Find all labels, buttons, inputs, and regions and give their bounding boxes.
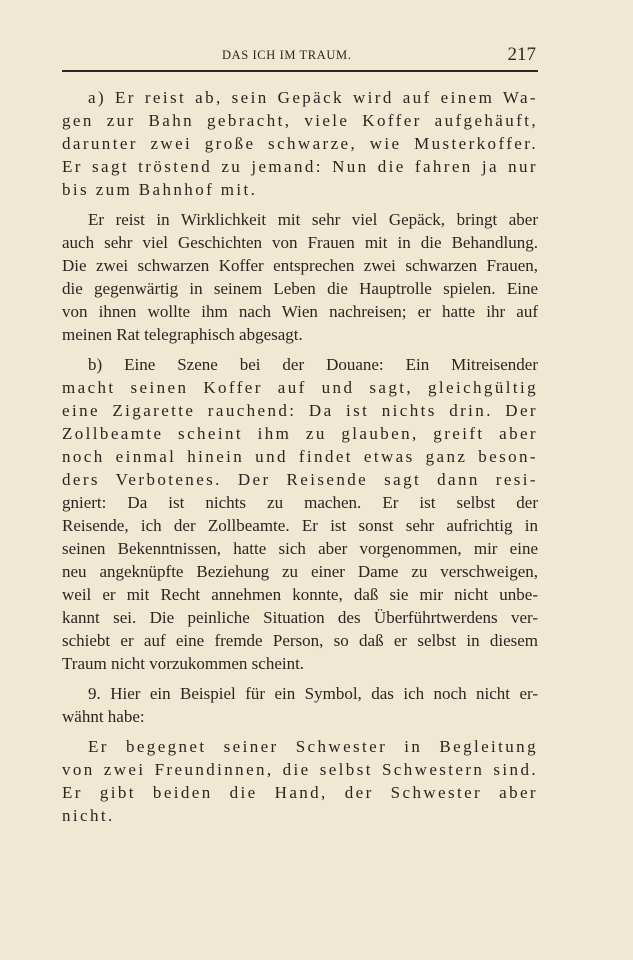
paragraph-gap [62, 346, 538, 353]
text-line: Traum nicht vorzukommen scheint. [62, 654, 305, 673]
text-line: noch einmal hinein und findet etwas ganz beson- [62, 447, 538, 466]
paragraph-gap [62, 675, 538, 682]
text-line: Reisende, ich der Zollbeamte. Er ist sonst sehr aufrichtig in [62, 516, 538, 535]
text-line: darunter zwei große schwarze, wie Musterkoffer. [62, 134, 538, 153]
text-line: seinen Bekenntnissen, hatte sich aber vorgenommen, mir eine [62, 539, 538, 558]
page-number: 217 [507, 44, 536, 65]
text-line: Zollbeamte scheint ihm zu glauben, greift aber [62, 424, 538, 443]
text-line: neu angeknüpfte Beziehung zu einer Dame zu verschweigen, [62, 562, 538, 581]
text-line: Er sagt tröstend zu jemand: Nun die fahren ja nur [62, 157, 538, 176]
page-body [62, 86, 538, 827]
text-line: weil er mit Recht annehmen konnte, daß sie mir nicht unbe- [62, 585, 538, 604]
text-line: Die zwei schwarzen Koffer entsprechen zwei schwarzen Frauen, [62, 256, 538, 275]
text-line: bis zum Bahnhof mit. [62, 180, 258, 199]
text-line: gniert: Da ist nichts zu machen. Er ist selbst der [62, 493, 538, 512]
text-line: Er reist in Wirklichkeit mit sehr viel Gepäck, bringt aber [88, 210, 538, 229]
paragraph-gap [62, 201, 538, 208]
text-line: von ihnen wollte ihm nach Wien nachreisen; er hatte ihr auf [62, 302, 538, 321]
text-line: gen zur Bahn gebracht, viele Koffer aufgehäuft, [62, 111, 538, 130]
page-header [62, 44, 538, 70]
text-line: ders Verbotenes. Der Reisende sagt dann resi- [62, 470, 538, 489]
paragraph-gap [62, 728, 538, 735]
text-line: auch sehr viel Geschichten von Frauen mit in die Behandlung. [62, 233, 538, 252]
text-line: a) Er reist ab, sein Gepäck wird auf einem Wa- [88, 88, 538, 107]
running-head: DAS ICH IM TRAUM. [222, 48, 352, 62]
text-line: eine Zigarette rauchend: Da ist nichts drin. Der [62, 401, 538, 420]
text-line: von zwei Freundinnen, die selbst Schwestern sind. [62, 760, 538, 779]
text-line: meinen Rat telegraphisch abgesagt. [62, 325, 303, 344]
text-line: Er gibt beiden die Hand, der Schwester aber [62, 783, 538, 802]
header-rule [62, 70, 538, 72]
text-line: kannt sei. Die peinliche Situation des Überführtwerdens ver- [62, 608, 538, 627]
text-line: Er begegnet seiner Schwester in Begleitung [88, 737, 538, 756]
text-line: die gegenwärtig in seinem Leben die Hauptrolle spielen. Eine [62, 279, 538, 298]
text-line: 9. Hier ein Beispiel für ein Symbol, das ich noch nicht er- [88, 684, 538, 703]
text-line: wähnt habe: [62, 707, 145, 726]
text-line: b) Eine Szene bei der Douane: Ein Mitreisender [88, 355, 538, 374]
text-line: nicht. [62, 806, 115, 825]
text-line: macht seinen Koffer auf und sagt, gleichgültig [62, 378, 538, 397]
text-line: schiebt er auf eine fremde Person, so daß er selbst in diesem [62, 631, 538, 650]
